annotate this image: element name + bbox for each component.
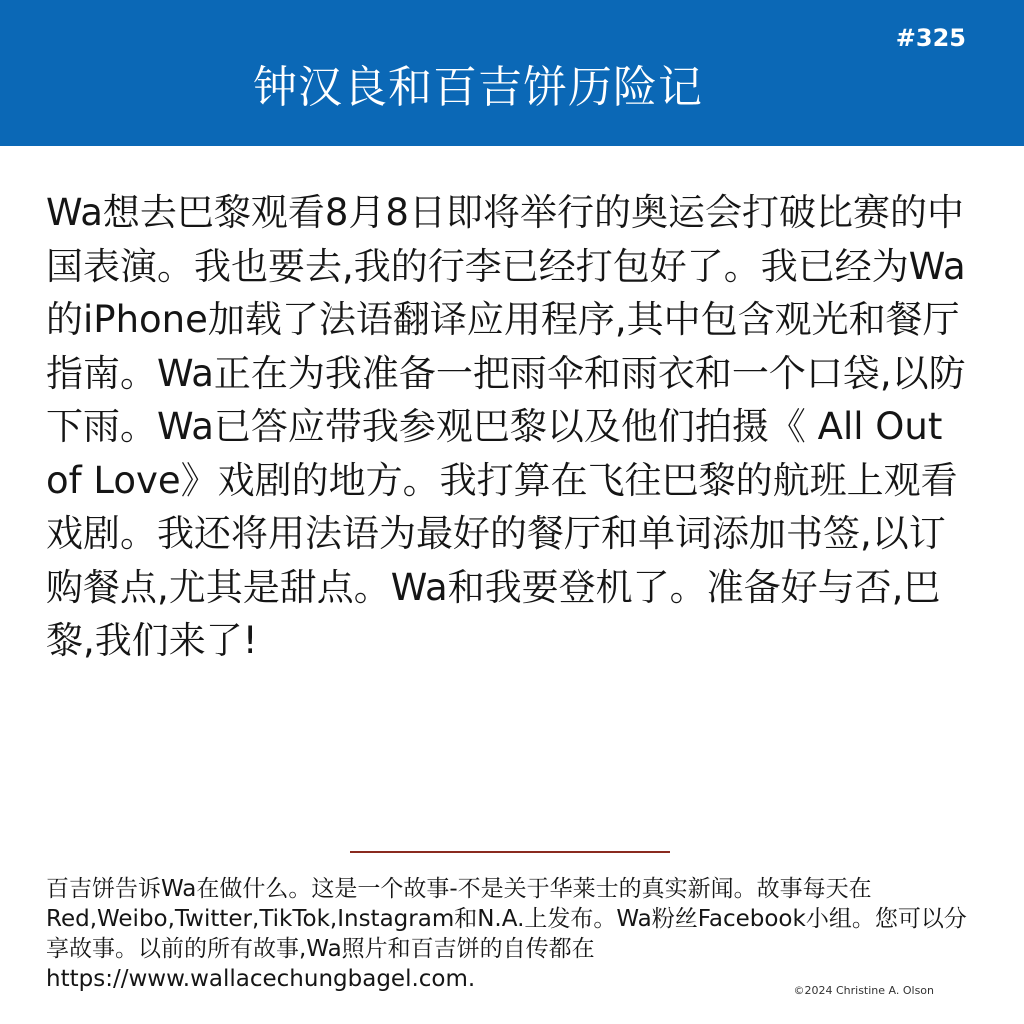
story-text: Wa想去巴黎观看8月8日即将举行的奥运会打破比赛的中国表演。我也要去,我的行李已经打包好了。我已经为Wa的iPhone加载了法语翻译应用程序,其中包含观光和餐厅指南。Wa正在为我准备一把雨伞和雨衣和一个口袋,以防下雨。Wa已答应带我参观巴黎以及他们拍摄《 All Out of Love》戏剧的地方。我打算在飞往巴黎的航班上观看戏剧。我还将用法语为最好的餐厅和单词添加书签,以订购餐点,尤其是甜点。Wa和我要登机了。准备好与否,巴黎,我们来了! [46,191,966,662]
episode-number: #325 [895,24,966,52]
copyright-notice: ©2024 Christine A. Olson [793,984,934,997]
footer-divider [350,851,670,853]
header-banner [0,0,1024,146]
footer-note: 百吉饼告诉Wa在做什么。这是一个故事-不是关于华莱士的真实新闻。故事每天在Red,Weibo,Twitter,TikTok,Instagram和N.A.上发布。Wa粉丝Facebook小组。您可以分享故事。以前的所有故事,Wa照片和百吉饼的自传都在https://www.wallacechungbagel.com. [46,876,967,992]
page-title: 钟汉良和百吉饼历险记 [253,62,703,113]
